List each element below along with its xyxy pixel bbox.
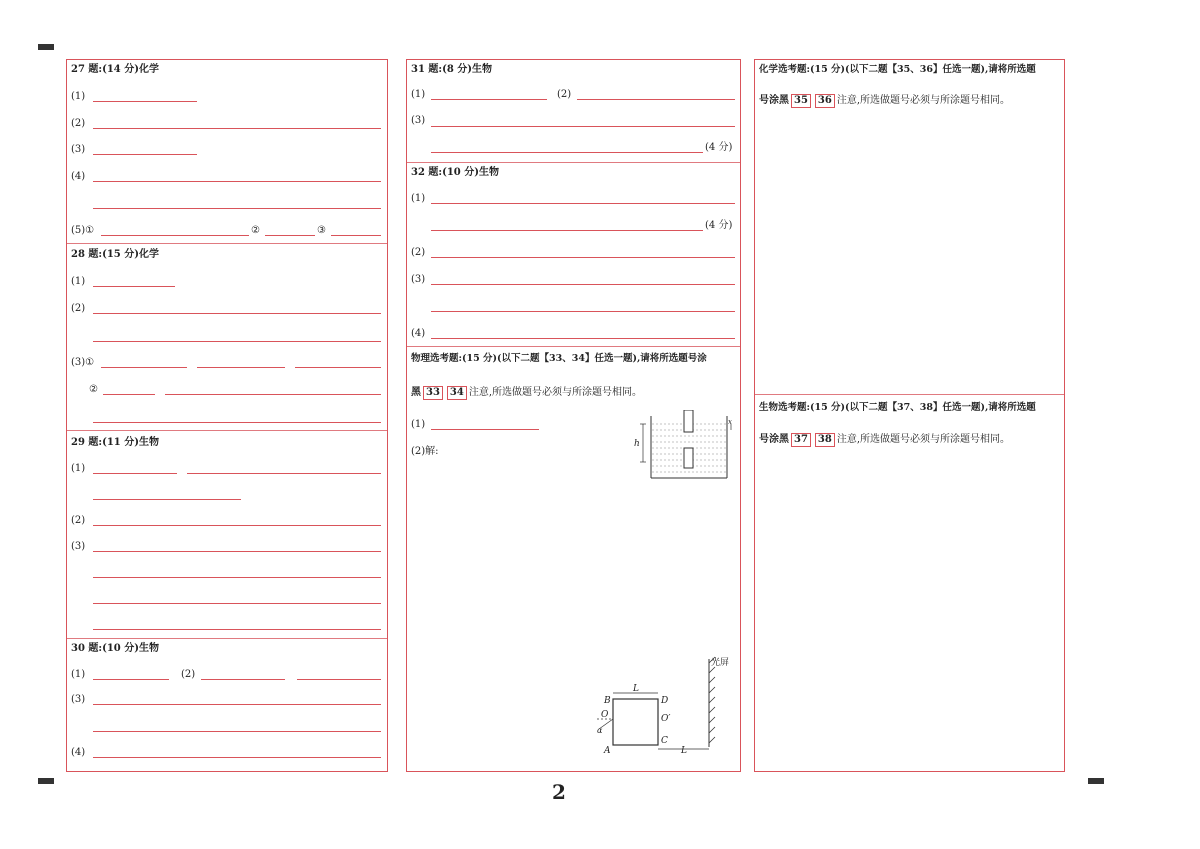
q30-part1-label: (1) (71, 669, 86, 680)
q31-part2-label: (2) (557, 89, 572, 100)
answer-line[interactable] (93, 101, 197, 102)
option-box-36[interactable]: 36 (815, 94, 835, 108)
figure-label-x: x (728, 418, 732, 426)
answer-line[interactable] (431, 257, 735, 258)
physics-instruction-note: 注意,所选做题号必须与所涂题号相同。 (468, 387, 643, 398)
answer-line[interactable] (431, 338, 735, 339)
middle-answer-panel (406, 59, 741, 772)
q30-part2-label: (2) (181, 669, 196, 680)
q27-title: 27 题:(14 分)化学 (71, 64, 159, 75)
q32-part4-label: (4) (411, 328, 426, 339)
answer-line[interactable] (295, 367, 381, 368)
q27-part1-label: (1) (71, 91, 86, 102)
answer-line[interactable] (93, 704, 381, 705)
answer-line[interactable] (103, 394, 155, 395)
option-box-33[interactable]: 33 (423, 386, 443, 400)
answer-line[interactable] (93, 208, 381, 209)
answer-line[interactable] (577, 99, 735, 100)
option-box-38[interactable]: 38 (815, 433, 835, 447)
answer-line[interactable] (93, 154, 197, 155)
registration-mark-top-left (38, 44, 54, 50)
option-box-34[interactable]: 34 (447, 386, 467, 400)
section-divider (407, 346, 740, 347)
q32-part2-label: (2) (411, 247, 426, 258)
chem-instruction-note: 注意,所选做题号必须与所涂题号相同。 (836, 95, 1011, 106)
answer-line[interactable] (93, 757, 381, 758)
physics-elective-instruction (411, 386, 642, 400)
optics-point-O: O (601, 710, 609, 720)
answer-line[interactable] (197, 367, 285, 368)
answer-line[interactable] (265, 235, 315, 236)
q27-part4-label: (4) (71, 171, 86, 182)
left-answer-panel (66, 59, 388, 772)
q30-part3-label: (3) (71, 694, 86, 705)
answer-line[interactable] (431, 152, 703, 153)
optics-diagram (589, 655, 735, 755)
q30-title: 30 题:(10 分)生物 (71, 643, 159, 654)
answer-line[interactable] (93, 181, 381, 182)
optics-point-D: D (661, 696, 669, 706)
answer-line[interactable] (93, 499, 241, 500)
right-answer-panel (754, 59, 1065, 772)
section-divider (407, 162, 740, 163)
answer-line[interactable] (93, 629, 381, 630)
q29-part1-label: (1) (71, 463, 86, 474)
q27-part2-label: (2) (71, 118, 86, 129)
q31-title: 31 题:(8 分)生物 (411, 64, 492, 75)
answer-line[interactable] (93, 551, 381, 552)
q27-part3-label: (3) (71, 144, 86, 155)
answer-line[interactable] (431, 429, 539, 430)
chem-elective-answer-area[interactable] (755, 114, 1064, 394)
answer-line[interactable] (331, 235, 381, 236)
q30-part4-label: (4) (71, 747, 86, 758)
answer-line[interactable] (431, 203, 735, 204)
q31-part3-label: (3) (411, 115, 426, 126)
q28-part3-label: (3)① (71, 357, 95, 368)
section-divider (67, 430, 387, 431)
container-diagram (631, 410, 735, 484)
answer-line[interactable] (101, 367, 187, 368)
bio-elective-answer-area[interactable] (755, 452, 1064, 770)
bio-instruction-prefix: 号涂黑 (759, 434, 789, 445)
answer-line[interactable] (93, 286, 175, 287)
bio-elective-instruction (759, 433, 1010, 447)
q32-title: 32 题:(10 分)生物 (411, 167, 499, 178)
answer-line[interactable] (93, 603, 381, 604)
answer-line[interactable] (431, 311, 735, 312)
bio-elective-title: 生物选考题:(15 分)(以下二题【37、38】任选一题),请将所选题 (759, 402, 1036, 413)
answer-line[interactable] (101, 235, 249, 236)
q29-title: 29 题:(11 分)生物 (71, 437, 159, 448)
q31-score: (4 分) (705, 142, 733, 153)
registration-mark-bottom-left (38, 778, 54, 784)
chem-instruction-prefix: 号涂黑 (759, 95, 789, 106)
q28-part3-sub2-label: ② (89, 384, 98, 395)
answer-line[interactable] (93, 731, 381, 732)
physics-part2-label: (2)解: (411, 446, 439, 457)
answer-line[interactable] (93, 341, 381, 342)
section-divider (67, 243, 387, 244)
answer-line[interactable] (297, 679, 381, 680)
section-divider (755, 394, 1064, 395)
q27-part5-sub2-label: ② (251, 225, 260, 236)
optics-angle-alpha: α (597, 726, 603, 735)
q29-part2-label: (2) (71, 515, 86, 526)
answer-line[interactable] (93, 422, 381, 423)
q31-part1-label: (1) (411, 89, 426, 100)
q28-part1-label: (1) (71, 276, 86, 287)
physics-elective-title: 物理选考题:(15 分)(以下二题【33、34】任选一题),请将所选题号涂 (411, 353, 707, 364)
registration-mark-bottom-right (1088, 778, 1104, 784)
optics-point-B: B (604, 696, 611, 706)
answer-line[interactable] (431, 126, 735, 127)
chem-elective-instruction (759, 94, 1010, 108)
physics-part1-label: (1) (411, 419, 426, 430)
answer-line[interactable] (93, 577, 381, 578)
answer-line[interactable] (187, 473, 381, 474)
answer-line[interactable] (93, 313, 381, 314)
answer-line[interactable] (93, 128, 381, 129)
q29-part3-label: (3) (71, 541, 86, 552)
answer-line[interactable] (93, 525, 381, 526)
q28-title: 28 题:(15 分)化学 (71, 249, 159, 260)
q27-part5-label: (5)① (71, 225, 95, 236)
q27-part5-sub3-label: ③ (317, 225, 326, 236)
optics-point-O-prime: O′ (661, 714, 671, 724)
option-box-37[interactable]: 37 (791, 433, 811, 447)
optics-point-A: A (604, 746, 611, 755)
q32-part3-label: (3) (411, 274, 426, 285)
optics-length-L-top: L (633, 684, 639, 694)
q28-part2-label: (2) (71, 303, 86, 314)
optics-screen-label: 光屏 (711, 658, 730, 668)
answer-line[interactable] (165, 394, 381, 395)
answer-line[interactable] (431, 230, 703, 231)
answer-line[interactable] (93, 473, 177, 474)
q32-part1-label: (1) (411, 193, 426, 204)
q32-score: (4 分) (705, 220, 733, 231)
physics-instruction-prefix: 黑 (411, 387, 421, 398)
answer-line[interactable] (431, 284, 735, 285)
figure-label-h: h (634, 439, 640, 449)
answer-line[interactable] (201, 679, 285, 680)
chem-elective-title: 化学选考题:(15 分)(以下二题【35、36】任选一题),请将所选题 (759, 64, 1036, 75)
option-box-35[interactable]: 35 (791, 94, 811, 108)
page-number: 2 (552, 780, 566, 804)
optics-length-L-bottom: L (681, 746, 687, 755)
section-divider (67, 638, 387, 639)
bio-instruction-note: 注意,所选做题号必须与所涂题号相同。 (836, 434, 1011, 445)
answer-line[interactable] (431, 99, 547, 100)
answer-line[interactable] (93, 679, 169, 680)
optics-point-C: C (661, 736, 668, 746)
